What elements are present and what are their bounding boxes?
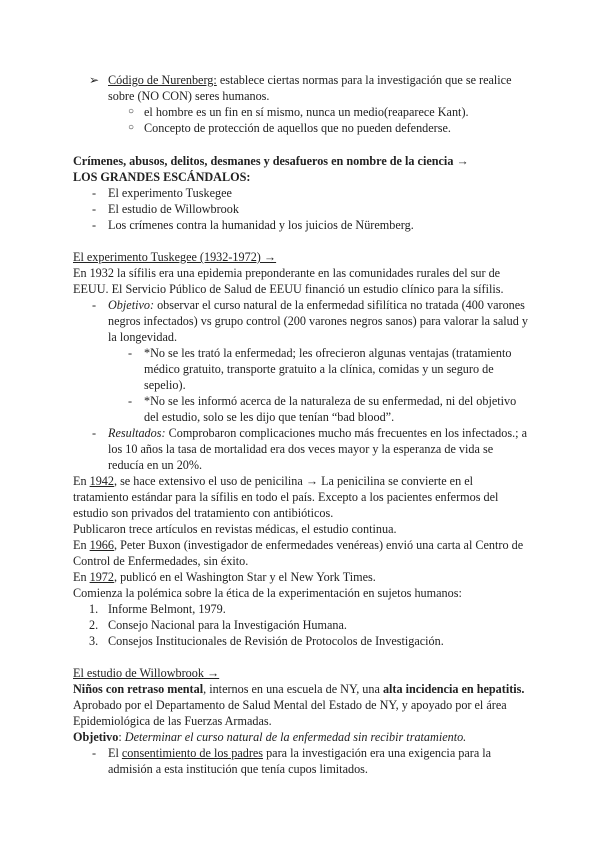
y1972-pre: En bbox=[73, 570, 90, 584]
y1942-pre: En bbox=[73, 474, 90, 488]
escandalos-heading: LOS GRANDES ESCÁNDALOS: bbox=[73, 170, 251, 184]
list-number: 1. bbox=[89, 602, 99, 616]
tuskegee-p1-line-2: EEUU. El Servicio Público de Salud de EEUU financió un estudio clínico para la sífilis. bbox=[73, 282, 504, 296]
list-item: Los crímenes contra la humanidad y los juicios de Nüremberg. bbox=[108, 218, 414, 232]
list-number: 2. bbox=[89, 618, 99, 632]
y1942-line-2: tratamiento estándar para la sífilis en todo el país. Excepto a los pacientes enfermos del bbox=[73, 490, 499, 504]
willowbrook-title[interactable]: El estudio de Willowbrook → bbox=[73, 666, 220, 680]
willowbrook-line-1 bbox=[73, 681, 524, 697]
year-1942[interactable]: 1942 bbox=[89, 474, 114, 488]
consentimiento-padres[interactable]: consentimiento de los padres bbox=[121, 746, 264, 760]
objetivo-label: Objetivo: bbox=[108, 298, 155, 312]
dash-bullet: - bbox=[92, 218, 97, 232]
resultados-line-3: reducía en un 20%. bbox=[108, 458, 203, 472]
tuskegee-title[interactable]: El experimento Tuskegee (1932-1972) → bbox=[73, 250, 277, 264]
b1-pre: El bbox=[108, 746, 122, 760]
y1966-pre: En bbox=[73, 538, 90, 552]
objetivo-colon: : bbox=[118, 730, 125, 744]
y1942-text: , se hace extensivo el uso de penicilina → La penicilina se convierte en el bbox=[113, 474, 474, 488]
b1-rest: para la investigación era una exigencia para la bbox=[263, 746, 492, 760]
codigo-sub-1: el hombre es un fin en sí mismo, nunca un medio(reaparece Kant). bbox=[144, 105, 469, 119]
dash-bullet: - bbox=[92, 746, 97, 760]
publicaron-line: Publicaron trece artículos en revistas médicas, el estudio continua. bbox=[73, 522, 397, 536]
year-1966[interactable]: 1966 bbox=[89, 538, 114, 552]
codigo-text: establece ciertas normas para la investigación que se realice bbox=[216, 73, 512, 87]
list-item: El estudio de Willowbrook bbox=[108, 202, 239, 216]
consentimiento-line-2: admisión a esta institución que tenía cupos limitados. bbox=[108, 762, 368, 776]
objetivo-line-1 bbox=[108, 297, 525, 313]
tuskegee-p1-line-1: En 1932 la sífilis era una epidemia preponderante en las comunidades rurales del sur de bbox=[73, 266, 501, 280]
y1942-line-1 bbox=[73, 473, 473, 489]
dash-bullet: - bbox=[128, 394, 133, 408]
y1966-line-2: Control de Enfermedades, sin éxito. bbox=[73, 554, 249, 568]
objetivo-text: observar el curso natural de la enfermedad sifilítica no tratada (400 varones bbox=[154, 298, 525, 312]
dash-bullet: - bbox=[92, 298, 97, 312]
dash-bullet: - bbox=[92, 202, 97, 216]
crimenes-heading: Crímenes, abusos, delitos, desmanes y desafueros en nombre de la ciencia → bbox=[73, 154, 469, 168]
y1966-line-1 bbox=[73, 537, 523, 553]
y1972-line bbox=[73, 569, 376, 585]
list-item: Consejos Institucionales de Revisión de Protocolos de Investigación. bbox=[108, 634, 444, 648]
nota-1-line-3: sepelio). bbox=[144, 378, 186, 392]
resultados-line-2: los 10 años la tasa de mortalidad era dos veces mayor y la esperanza de vida se bbox=[108, 442, 494, 456]
willowbrook-mid: , internos en una escuela de NY, una bbox=[203, 682, 383, 696]
polemica-line: Comienza la polémica sobre la ética de la experimentación en sujetos humanos: bbox=[73, 586, 462, 600]
list-item: Consejo Nacional para la Investigación Humana. bbox=[108, 618, 347, 632]
resultados-text: Comprobaron complicaciones mucho más frecuentes en los infectados.; a bbox=[165, 426, 527, 440]
codigo-line-2: sobre (NO CON) seres humanos. bbox=[108, 89, 270, 103]
objetivo-label: Objetivo bbox=[73, 730, 119, 744]
y1966-text: , Peter Buxon (investigador de enfermedades venéreas) envió una carta al Centro de bbox=[113, 538, 524, 552]
dash-bullet: - bbox=[128, 346, 133, 360]
willowbrook-line-3: Epidemiológica de las Fuerzas Armadas. bbox=[73, 714, 272, 728]
nota-1-line-1: *No se les trató la enfermedad; les ofrecieron algunas ventajas (tratamiento bbox=[144, 346, 512, 360]
consentimiento-line-1 bbox=[108, 745, 491, 761]
nota-2-line-1: *No se les informó acerca de la naturaleza de su enfermedad, ni del objetivo bbox=[144, 394, 517, 408]
list-item: El experimento Tuskegee bbox=[108, 186, 232, 200]
codigo-sub-2: Concepto de protección de aquellos que no pueden defenderse. bbox=[144, 121, 451, 135]
list-number: 3. bbox=[89, 634, 99, 648]
codigo-link[interactable]: Código de Nurenberg: bbox=[108, 73, 217, 87]
arrow-bullet-icon: ➢ bbox=[89, 73, 100, 87]
objetivo-line-2: negros infectados) vs grupo control (200 varones negros sanos) para valorar la salud y bbox=[108, 314, 529, 328]
resultados-label: Resultados: bbox=[108, 426, 166, 440]
year-1972[interactable]: 1972 bbox=[89, 570, 114, 584]
dash-bullet: - bbox=[92, 426, 97, 440]
resultados-line-1 bbox=[108, 425, 527, 441]
y1972-text: , publicó en el Washington Star y el New York Times. bbox=[113, 570, 376, 584]
circle-bullet-icon: ○ bbox=[128, 106, 135, 117]
objetivo-line-3: la longevidad. bbox=[108, 330, 178, 344]
ninos-bold: Niños con retraso mental bbox=[73, 682, 204, 696]
list-item: Informe Belmont, 1979. bbox=[108, 602, 226, 616]
willowbrook-line-2: Aprobado por el Departamento de Salud Mental del Estado de NY, y apoyado por el área bbox=[73, 698, 507, 712]
willowbrook-objetivo bbox=[73, 729, 466, 745]
nota-1-line-2: médico gratuito, transporte gratuito a la clínica, comidas y un seguro de bbox=[144, 362, 494, 376]
dash-bullet: - bbox=[92, 186, 97, 200]
objetivo-text: Determinar el curso natural de la enfermedad sin recibir tratamiento. bbox=[124, 730, 467, 744]
y1942-line-3: estudio son privados del tratamiento con antibióticos. bbox=[73, 506, 334, 520]
circle-bullet-icon: ○ bbox=[128, 122, 135, 133]
nota-2-line-2: del estudio, solo se les dijo que tenían “bad blood”. bbox=[144, 410, 395, 424]
hepatitis-bold: alta incidencia en hepatitis. bbox=[382, 682, 525, 696]
codigo-line-1 bbox=[108, 72, 512, 88]
